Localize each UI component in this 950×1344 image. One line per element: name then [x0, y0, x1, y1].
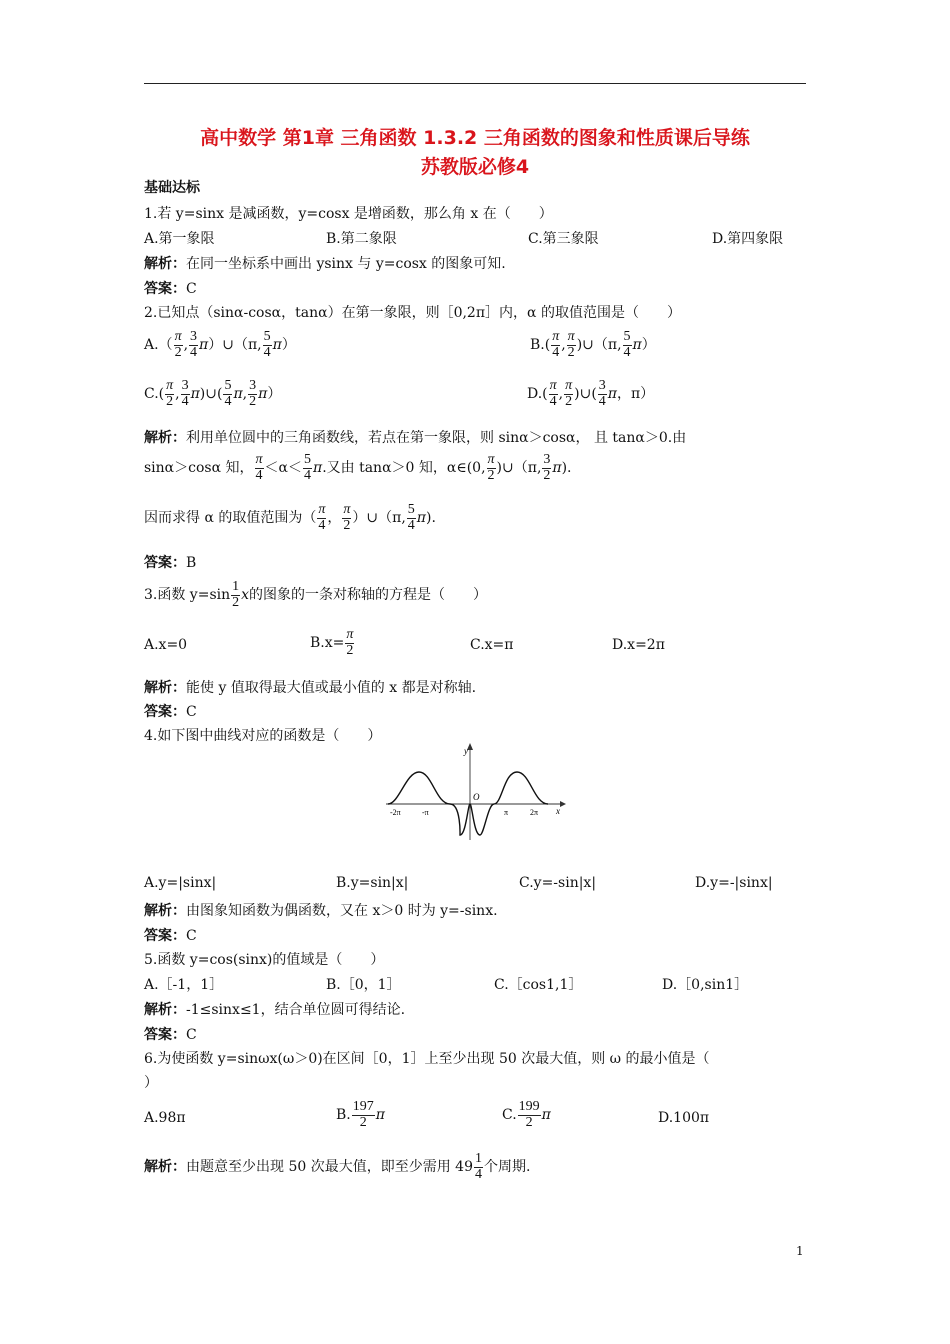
document-title-line1: 高中数学 第1章 三角函数 1.3.2 三角函数的图象和性质课后导练 — [200, 127, 750, 149]
q2-option-c: C.( $\frac{\pi}{2}$ , $\frac{3}{4}$ π)∪( $\frac{5}{4}$ π, $\frac{3}{2}$ π） — [144, 378, 282, 409]
q2-option-b: B.( $\frac{\pi}{4}$ , $\frac{\pi}{2}$ )∪（π, $\frac{5}{4}$ π） — [530, 329, 656, 360]
q1-option-c: C.第三象限 — [528, 231, 599, 247]
tick-2pi: 2π — [530, 808, 539, 817]
q2-analysis-line2: sinα＞cosα 知， $\frac{\pi}{4}$ ＜α＜ $\frac{5}{4}$ π.又由 tanα＞0 知，α∈(0, $\frac{\pi}{2}$ )∪（π, $\frac{3}{2}$ π). — [144, 452, 572, 483]
q3-option-a: A.x=0 — [144, 637, 188, 653]
q3-answer: 答案：C — [144, 704, 197, 720]
q2-option-d: D.( $\frac{\pi}{4}$ , $\frac{\pi}{2}$ )∪( $\frac{3}{4}$ π，π） — [527, 378, 655, 409]
page-number: 1 — [796, 1244, 804, 1258]
q4-answer: 答案：C — [144, 928, 197, 944]
q5-option-a: A.［-1，1］ — [144, 977, 224, 993]
q5-option-b: B.［0，1］ — [326, 977, 401, 993]
q2-analysis-line1: 解析：利用单位圆中的三角函数线，若点在第一象限，则 sinα＞cosα， 且 tanα＞0.由 — [144, 430, 687, 446]
q5-option-c: C.［cos1,1］ — [494, 977, 583, 993]
q5-analysis: 解析：-1≤sinx≤1，结合单位圆可得结论. — [144, 1002, 406, 1018]
q1-option-a: A.第一象限 — [144, 231, 215, 247]
q4-option-a: A.y=|sinx| — [144, 875, 217, 891]
q2-answer: 答案：B — [144, 555, 197, 571]
q2-stem: 2.已知点（sinα-cosα，tanα）在第一象限，则［0,2π］内，α 的取值范围是（ ） — [144, 305, 681, 321]
q6-analysis: 解析：由题意至少出现 50 次最大值，即至少需用 49 $\frac{1}{4}$ 个周期. — [144, 1151, 531, 1182]
q6-option-a: A.98π — [144, 1110, 186, 1126]
x-axis-arrow — [560, 801, 566, 807]
q1-answer: 答案：C — [144, 281, 197, 297]
document-title-line2: 苏教版必修4 — [420, 156, 530, 178]
q3-option-c: C.x=π — [470, 637, 514, 653]
q4-stem: 4.如下图中曲线对应的函数是（ ） — [144, 728, 382, 744]
q1-stem: 1.若 y=sinx 是减函数，y=cosx 是增函数，那么角 x 在（ ） — [144, 206, 553, 222]
q3-analysis: 解析：能使 y 值取得最大值或最小值的 x 都是对称轴. — [144, 680, 477, 696]
q5-stem: 5.函数 y=cos(sinx)的值域是（ ） — [144, 952, 385, 968]
q3-option-b: B.x= $\frac{\pi}{2}$ — [310, 627, 354, 658]
header-rule — [144, 83, 806, 84]
q6-option-c: C. $\frac{199}{2}$ π — [502, 1099, 551, 1130]
q1-option-d: D.第四象限 — [712, 231, 784, 247]
q2-analysis-line3: 因而求得 α 的取值范围为（ $\frac{\pi}{4}$ ， $\frac{\pi}{2}$ ）∪（π, $\frac{5}{4}$ π). — [144, 502, 436, 533]
q3-stem: 3.函数 y=sin $\frac{1}{2}$ x的图象的一条对称轴的方程是（ ） — [144, 579, 488, 610]
q4-analysis: 解析：由图象知函数为偶函数，又在 x＞0 时为 y=-sinx. — [144, 903, 498, 919]
q1-option-b: B.第二象限 — [326, 231, 397, 247]
q5-option-d: D.［0,sin1］ — [662, 977, 749, 993]
q1-analysis: 解析：在同一坐标系中画出 ysinx 与 y=cosx 的图象可知. — [144, 256, 506, 272]
q4-function-graph — [384, 742, 566, 842]
x-axis-label: x — [556, 806, 560, 816]
q6-stem-line2: ） — [144, 1075, 158, 1091]
tick-pi: π — [504, 808, 509, 817]
tick-neg-pi: -π — [422, 808, 429, 817]
q2-option-a: A.（ $\frac{\pi}{2}$ , $\frac{3}{4}$ π）∪（π, $\frac{5}{4}$ π） — [144, 329, 296, 360]
section-heading: 基础达标 — [144, 180, 200, 196]
tick-neg-2pi: -2π — [390, 808, 401, 817]
curve — [388, 772, 548, 835]
origin-label: O — [473, 792, 480, 802]
q4-option-d: D.y=-|sinx| — [695, 875, 773, 891]
q6-option-d: D.100π — [658, 1110, 710, 1126]
q3-option-d: D.x=2π — [612, 637, 665, 653]
y-axis-label: y — [464, 746, 468, 756]
q4-option-b: B.y=sin|x| — [336, 875, 409, 891]
q6-stem-line1: 6.为使函数 y=sinωx(ω＞0)在区间［0，1］上至少出现 50 次最大值，则 ω 的最小值是（ — [144, 1051, 710, 1067]
q4-option-c: C.y=-sin|x| — [519, 875, 597, 891]
q5-answer: 答案：C — [144, 1027, 197, 1043]
q6-option-b: B. $\frac{197}{2}$ π — [336, 1099, 385, 1130]
